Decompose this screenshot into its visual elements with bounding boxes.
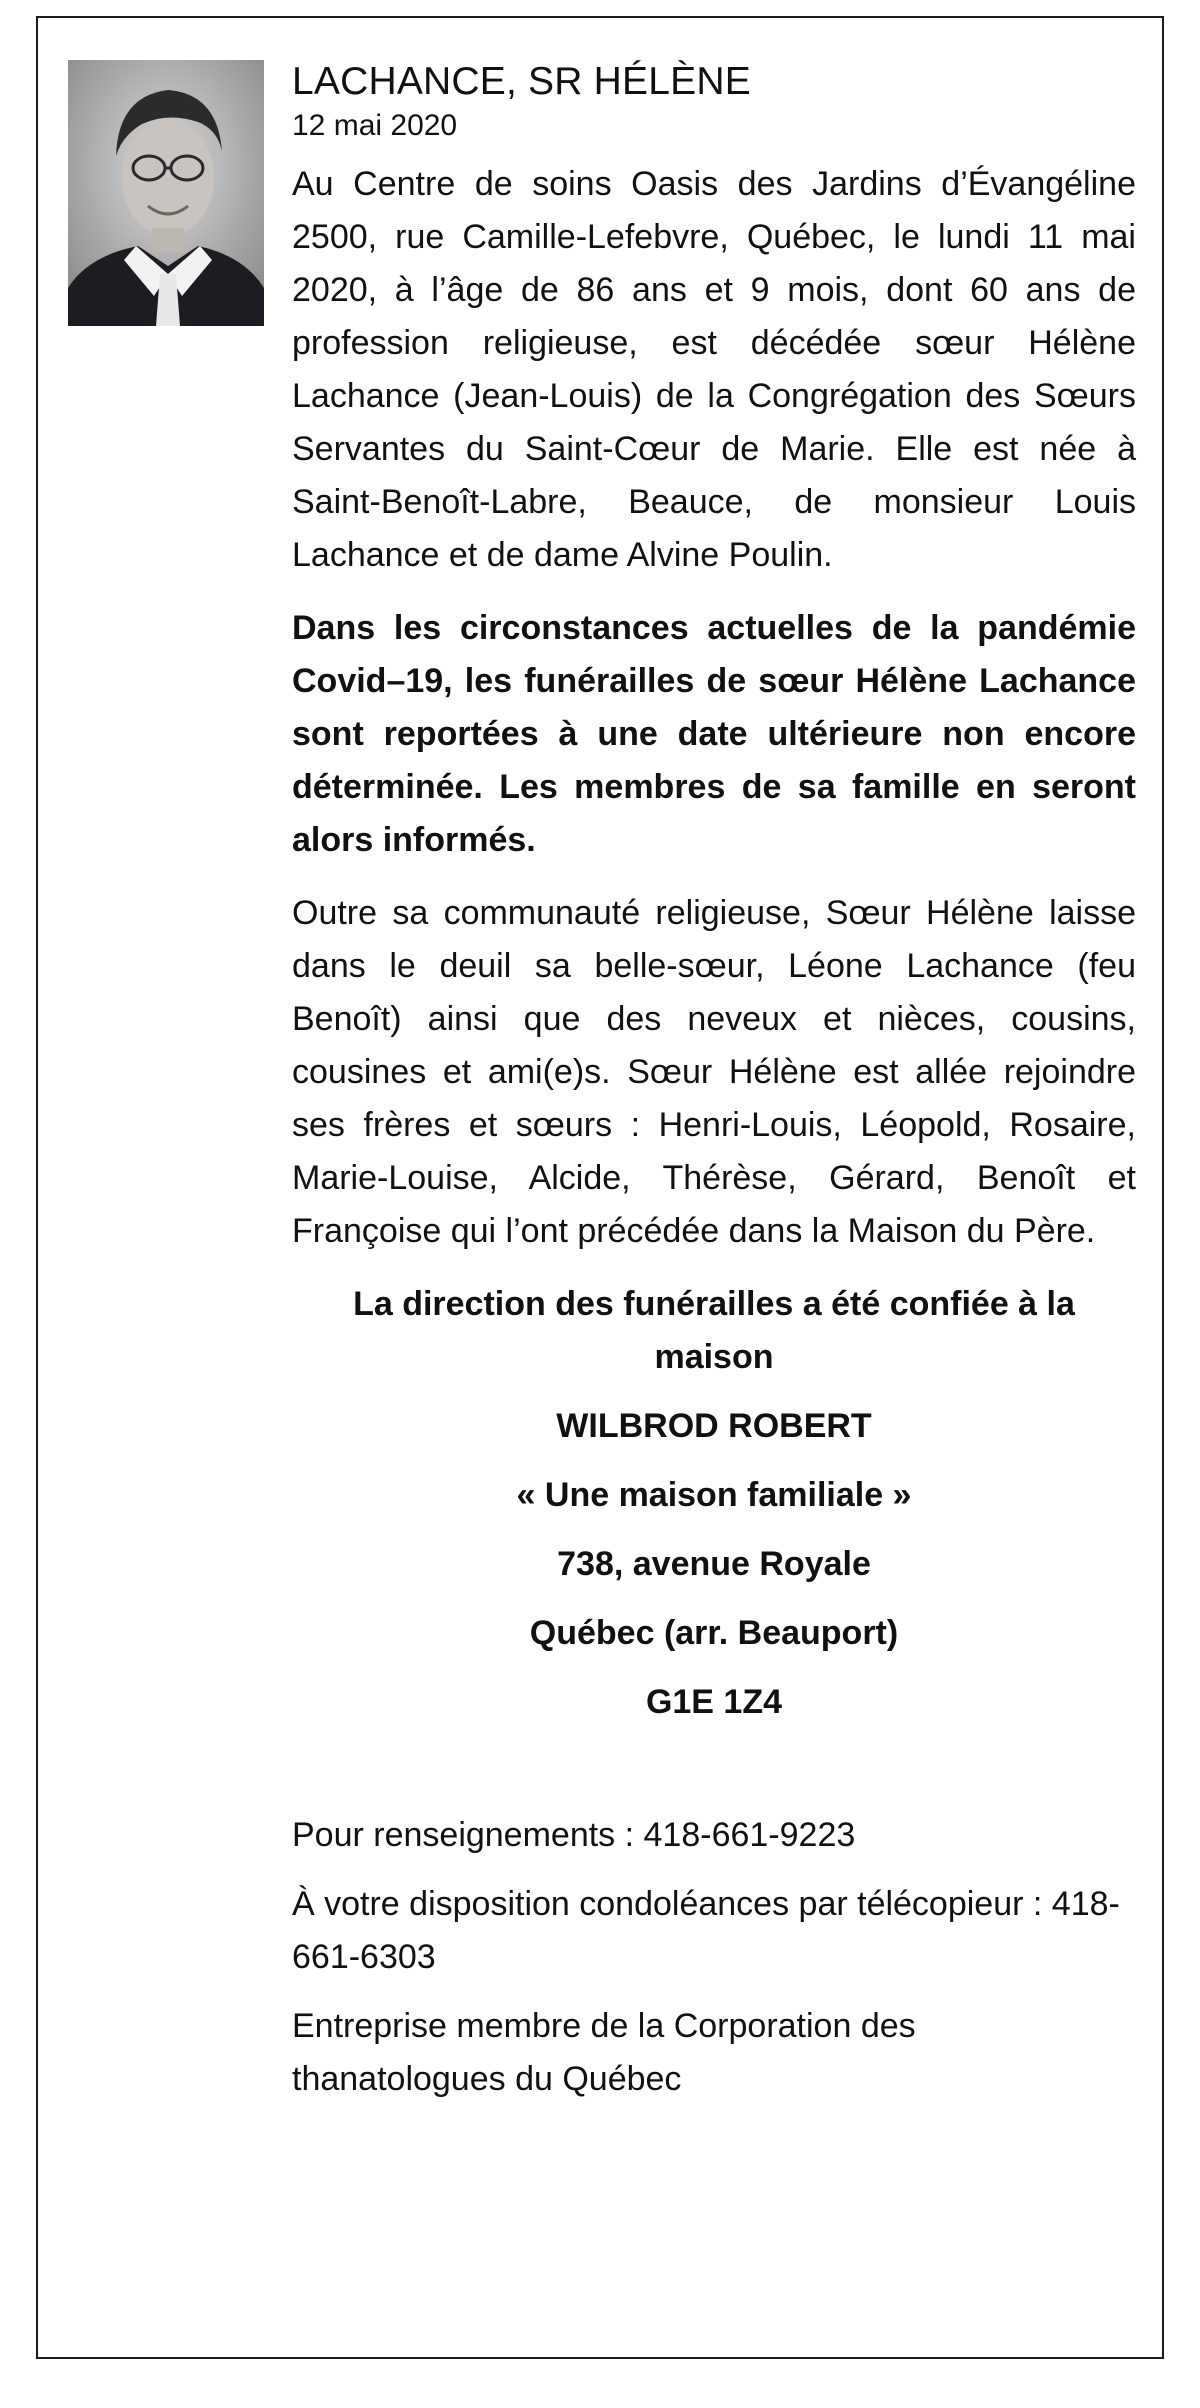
- survivors-paragraph: Outre sa communauté religieuse, Sœur Hélène laisse dans le deuil sa belle-sœur, Léone Lachance (feu Benoît) ainsi que des neveux et nièces, cousins, cousines et ami(e)s. Sœur Hélène est allée rejoindre ses frères et sœurs : Henri-Louis, Léopold, Rosaire, Marie-Louise, Alcide, Thérèse, Gérard, Benoît et Françoise qui l’ont précédée dans la Maison du Père.: [292, 894, 1136, 1250]
- obituary-notice: [36, 16, 1164, 2359]
- spacer: [292, 1745, 1136, 1809]
- death-details-paragraph: Au Centre de soins Oasis des Jardins d’Évangéline 2500, rue Camille-Lefebvre, Québec, le lundi 11 mai 2020, à l’âge de 86 ans et 9 mois, dont 60 ans de profession religieuse, est décédée sœur Hélène Lachance (Jean-Louis) de la Congrégation des Sœurs Servantes du Saint-Cœur de Marie. Elle est née à Saint-Benoît-Labre, Beauce, de monsieur Louis Lachance et de dame Alvine Poulin.: [292, 165, 1136, 574]
- condolences-fax: À votre disposition condoléances par télécopieur : 418-661-6303: [292, 1885, 1120, 1976]
- funeral-home-address: 738, avenue Royale: [557, 1545, 871, 1583]
- funeral-home-postal-code: G1E 1Z4: [645, 1683, 783, 1721]
- info-phone: Pour renseignements : 418-661-9223: [292, 1816, 856, 1854]
- portrait-image: [68, 60, 264, 326]
- funeral-home-city: Québec (arr. Beauport): [529, 1614, 899, 1652]
- deceased-name: LACHANCE, SR HÉLÈNE: [292, 60, 751, 103]
- notice-content: [292, 58, 1136, 2122]
- funeral-home-slogan: « Une maison familiale »: [516, 1476, 912, 1514]
- funeral-postponed-paragraph: Dans les circonstances actuelles de la pandémie Covid–19, les funérailles de sœur Hélène Lachance sont reportées à une date ultérieure non encore déterminée. Les membres de sa famille en seront alors informés.: [292, 609, 1136, 859]
- funeral-home-name: WILBROD ROBERT: [556, 1407, 872, 1445]
- publication-date: 12 mai 2020: [292, 109, 458, 142]
- portrait-photo: [68, 60, 264, 326]
- corporation-membership: Entreprise membre de la Corporation des thanatologues du Québec: [292, 2007, 916, 2098]
- funeral-home-intro: La direction des funérailles a été confiée à la maison: [353, 1285, 1075, 1376]
